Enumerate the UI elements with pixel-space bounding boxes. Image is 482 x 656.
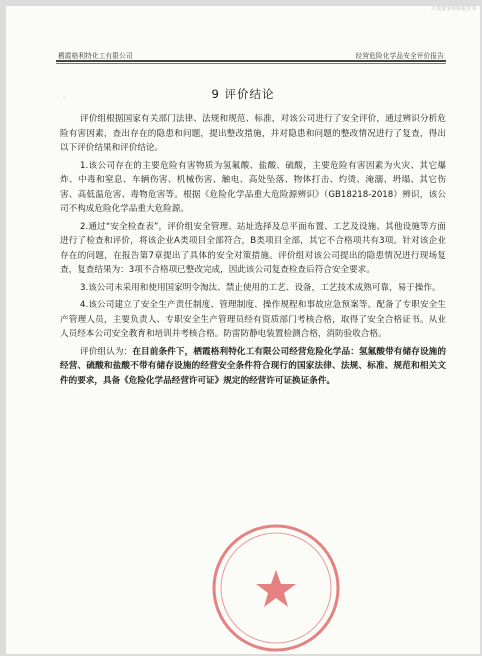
header-rule: [56, 60, 446, 62]
paragraph-4: 4.该公司建立了安全生产责任制度、管理制度、操作规程和事故应急预案等。配备了专职安全生产管理人员，主要负责人、专职安全生产管理员经有资质部门考核合格，取得了安全合格证书。从业人员经本公司安全教育和培训并考核合格。防雷防静电装置检测合格，消防验收合格。: [60, 300, 446, 339]
header-company: 栖霞格利特化工有限公司: [58, 52, 133, 60]
company-seal-stamp: [206, 518, 346, 654]
conclusion-statement: 在目前条件下，栖霞格利特化工有限公司经营危险化学品：氢氟酸带有储存设施的经营、硫酸和盐酸不带有储存设施的经营安全条件符合现行的国家法律、法规、标准、规范和相关文件的要求，具备《危险化学品经营许可证》规定的经营许可证换证条件。: [60, 346, 446, 386]
conclusion-paragraph: [60, 345, 446, 389]
conclusion-lead: 评价组认为：: [80, 346, 133, 357]
paragraph-2: 2.通过“安全检查表”，评价组安全管理、站址选择及总平面布置、工艺及设施、其他设施等方面进行了检查和评价，将该企业A类项目全部符合，B类项目全部，其它不合格项共有3项。针对该企业存在的问题，在报告第7章提出了具体的安全对策措施。评价组对该公司提出的隐患情况进行现场复查，复查结果为：3项不合格项已整改完成，因此该公司复查检查后符合安全要求。: [60, 221, 446, 275]
document-page: [6, 6, 480, 654]
paragraph-3: 3.该公司未采用和使用国家明令淘汰、禁止使用的工艺、设备，工艺技术成熟可靠，易于操作。: [80, 282, 441, 293]
corner-note: 人员安全评价报告书: [430, 6, 476, 12]
body-text: [60, 112, 446, 388]
header-report-title: 经营危险化学品安全评价报告: [355, 52, 444, 60]
intro-paragraph: 评价组根据国家有关部门法律、法规和规范、标准，对该公司进行了安全评价，通过辨识分析危险有害因素，查出存在的隐患和问题，提出整改措施，并对隐患和问题的整改情况进行了复查，得出以下评价结果和评价结论。: [60, 114, 446, 153]
section-title: 9 评价结论: [211, 87, 275, 101]
header-rule-thin: [56, 63, 446, 64]
margin-mark: ·: [63, 94, 66, 102]
paragraph-1: 1.该公司存在的主要危险有害物质为氢氟酸、盐酸、硫酸，主要危险有害因素为火灾、其它爆炸、中毒和窒息、车辆伤害、机械伤害、触电、高处坠落、物体打击、灼烫、淹溺、坍塌、其它伤害、高低温危害、毒物危害等。根据《危险化学品重大危险源辨识》（GB18218-2018）辨识，该公司不构成危险化学品重大危险源。: [60, 160, 446, 214]
